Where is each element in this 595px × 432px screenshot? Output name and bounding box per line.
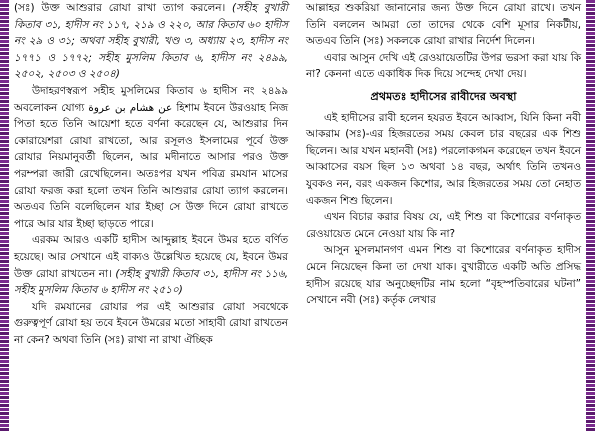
right-paragraph-5: আসুন মুসলমানগণ এমন শিশু বা কিশোরের বর্ণনাকৃত হাদীস মেনে নিয়েছেন কিনা তা দেখা যাক। বুখারীতে একটি অতি প্রসিদ্ধ হাদীস রয়েছে যার অনুচ্ছেদটির নাম হলো “বৃহস্পতিবারের ঘটনা” সেখানে নবী (সঃ) কর্তৃক লেখার <box>306 244 581 307</box>
left-column <box>14 0 288 348</box>
citation: (সহীহ বুখারী কিতাব ৩১, হাদীস নং ১১৬, সহীহ মুসলিম কিতাব ৬ হাদীস নং ২৫১০) <box>14 267 288 297</box>
right-column <box>306 0 581 309</box>
left-paragraph-2: উদাহরণস্বরূপ সহীহ মুসলিমের কিতাব ৬ হাদীস নং ২৪৯৯ অবলোকন যোগ্য عن هشام بن عروة হিশাম ইবনে উরওয়াহ নিজ পিতা হতে তিনি আয়েশা হতে বর্ণনা করেছেন যে, আশুরার দিন কোরায়েশরা রোযা রাখতো, আর রসূলও ইসলামের পূর্বে উক্ত রোযার নিয়মানুবর্তী ছিলেন, আর মদীনাতে আসার পরও উক্ত পরম্পরা জারী রেখেছিলেন। অতঃপর যখন পবিত্র রমযান মাসের রোযা ফরজ করা হলো তখন তিনি আশুরার রোযা ত্যাগ করলেন। অতএব তিনি বলেছিলেন যার ইচ্ছা সে উক্ত দিনে রোযা রাখতে পারে আর যার ইচ্ছা ছাড়তে পারে। <box>14 84 288 230</box>
right-decorative-border <box>586 0 595 432</box>
left-paragraph-1-text: (সঃ) উক্ত আশুরার রোযা রাখা ত্যাগ করলেন। <box>14 2 233 14</box>
left-paragraph-4: যদি রমযানের রোযার পর এই আশুরার রোযা সবথেকে গুরুত্বপূর্ণ রোযা হয় তবে ইবনে উমরের মতো সাহাবী রোযা রাখতেন না কেন? অথবা তিনি (সঃ) রাখা না রাখা ঐচ্ছিক <box>14 300 288 346</box>
right-paragraph-3: এই হাদীসের রাবী হলেন হযরত ইবনে আব্বাস, যিনি কিনা নবী আকরাম (সঃ)-এর হিজরতের সময় কেবল চার বছরের এক শিশু ছিলেন। আর যখন মহানবী (সঃ) পরলোকগমন করেছেন তখন ইবনে আব্বাসের বয়স ছিল ১৩ অথবা ১৪ বছর, অর্থাৎ তিনি তখনও যুবকও নন, বরং একজন কিশোর, আর হিজরতের সময় তো নেহাত একজন শিশু ছিলেন। <box>306 111 581 207</box>
left-paragraph-3-text: এরকম আরও একটি হাদীস আব্দুল্লাহ ইবনে উমর হতে বর্ণিত হয়েছে। আর সেখানে এই বাক্যও উল্লেখিত হয়েছে যে, ইবনে উমর উক্ত রোযা রাখতেন না। <box>14 234 288 280</box>
citation: (সহীহ বুখারী কিতাব ৩১, হাদীস নং ১১৭, ২১৯ ও ২২০, আর কিতাব ৬০ হাদীস নং ২৯ ও ৩১; অথবা সহীহ বুখারী, খণ্ড ৩, অধ্যায় ২৩, হাদীস নং ১৭৭১ ও ১৭৭২; সহীহ মুসলিম কিতাব ৬, হাদীস নং ২৪৯৯, ২৫০২, ২৫০৩ ও ২৫০৪) <box>14 2 289 81</box>
left-decorative-border <box>0 0 9 432</box>
right-paragraph-1: আল্লাহর শুকরিয়া জানানোর জন্য উক্ত দিনে রোযা রাখে। তখন তিনি বললেন আমরা তো তাদের থেকে বেশি মূসার নিকটীয়, অতএব তিনি (সঃ) সকলকে রোযা রাখার নির্দেশ দিলেন। <box>306 2 581 48</box>
left-paragraph-3 <box>14 232 288 298</box>
left-paragraph-1 <box>14 0 288 83</box>
right-paragraph-2: এবার আসুন দেখি এই রেওয়ায়েতটির উপর ভরসা করা যায় কি না? কেননা এতে একাধিক দিক দিয়ে সন্দেহ দেখা দেয়। <box>306 51 581 81</box>
right-paragraph-4: এখন বিচার করার বিষয় যে, এই শিশু বা কিশোরের বর্ণনাকৃত রেওয়ায়েত মেনে নেওয়া যায় কি না? <box>306 211 581 240</box>
section-heading: প্রথমতঃ হাদীসের রাবীদের অবস্থা <box>370 89 517 103</box>
